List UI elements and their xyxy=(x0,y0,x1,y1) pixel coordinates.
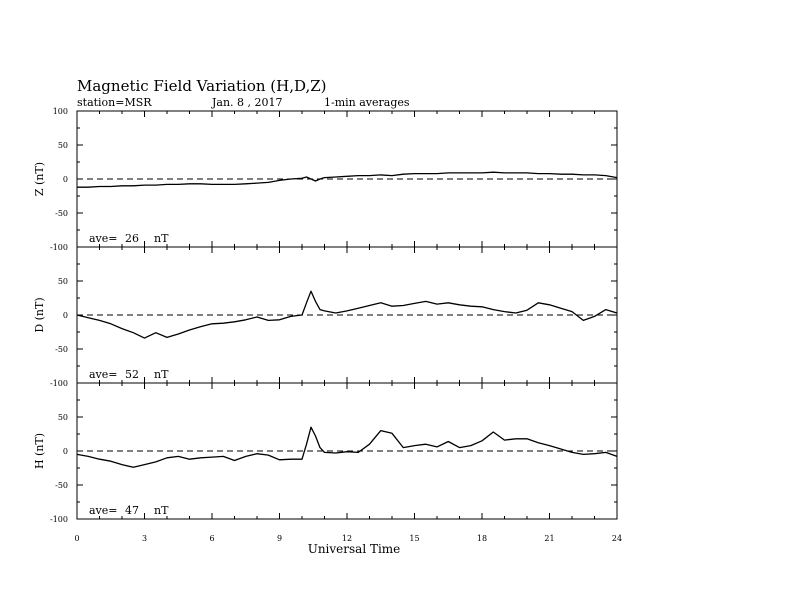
x-tick-label: 6 xyxy=(209,534,215,543)
x-tick-label: 24 xyxy=(611,534,623,543)
station-label: station=MSR xyxy=(77,96,152,109)
averaging-label: 1-min averages xyxy=(324,96,410,109)
date-label: Jan. 8 , 2017 xyxy=(212,96,283,109)
d-ytick-label: 0 xyxy=(62,311,68,320)
z-panel xyxy=(33,107,617,252)
d-ave-value: 52 xyxy=(125,368,139,381)
h-ave-value: 47 xyxy=(125,504,139,517)
z-ytick-label: 50 xyxy=(57,141,68,150)
h-ylabel: H (nT) xyxy=(33,432,46,470)
x-tick-label: 9 xyxy=(276,534,283,543)
x-tick-label: 18 xyxy=(476,534,488,543)
h-ytick-label: 50 xyxy=(57,413,68,422)
x-tick-label: 15 xyxy=(409,534,420,543)
d-ytick-label: -100 xyxy=(50,379,68,388)
h-ave-unit: nT xyxy=(154,504,169,517)
h-ytick-label: -100 xyxy=(50,515,68,524)
z-ylabel: Z (nT) xyxy=(33,161,46,197)
x-axis-label: Universal Time xyxy=(307,542,401,556)
z-ave-prefix: ave= xyxy=(89,232,118,245)
h-panel xyxy=(33,383,617,524)
z-ytick-label: -50 xyxy=(55,209,68,218)
h-ave-prefix: ave= xyxy=(89,504,118,517)
d-ytick-label: 50 xyxy=(57,277,68,286)
d-ave-prefix: ave= xyxy=(89,368,118,381)
x-tick-label: 3 xyxy=(141,534,148,543)
d-ave-unit: nT xyxy=(154,368,169,381)
chart-title: Magnetic Field Variation (H,D,Z) xyxy=(77,77,327,95)
h-ytick-label: -50 xyxy=(55,481,68,490)
z-series-line xyxy=(77,172,617,187)
d-panel xyxy=(33,247,617,388)
x-tick-label: 0 xyxy=(74,534,80,543)
d-ylabel: D (nT) xyxy=(33,297,46,333)
x-tick-label: 21 xyxy=(544,534,555,543)
z-ytick-label: 100 xyxy=(52,107,68,116)
h-ytick-label: 0 xyxy=(62,447,68,456)
z-ytick-label: 0 xyxy=(62,175,68,184)
z-ave-value: 26 xyxy=(125,232,139,245)
d-ytick-label: -50 xyxy=(55,345,68,354)
h-series-line xyxy=(77,427,617,467)
panels-group xyxy=(33,107,617,524)
x-tick-label: 12 xyxy=(341,534,353,543)
z-ave-unit: nT xyxy=(154,232,169,245)
z-ytick-label: -100 xyxy=(50,243,68,252)
